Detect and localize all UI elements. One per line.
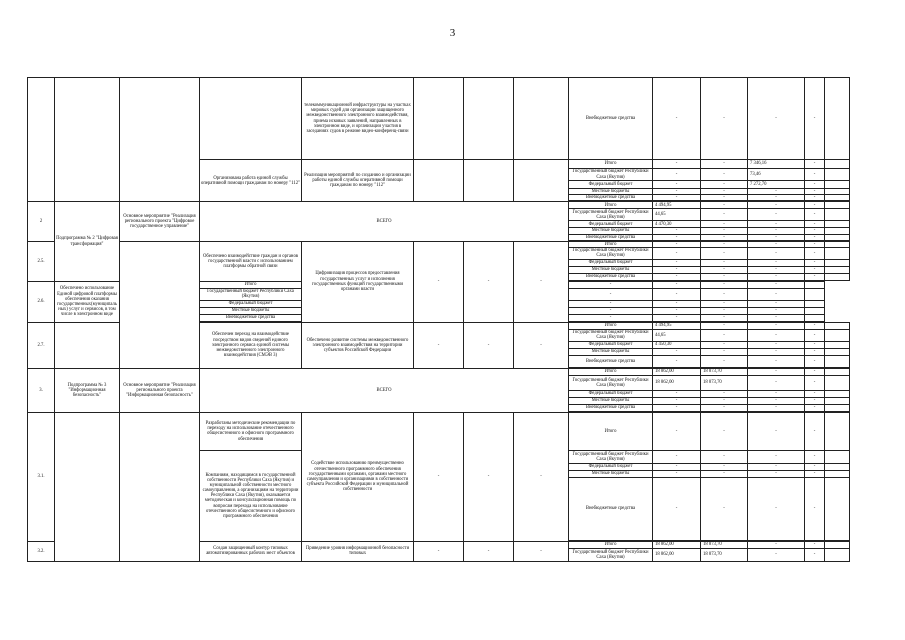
cell-source: Государственный бюджет Республики Саха (Якутия)	[569, 169, 653, 181]
cell-source: Внебюджетные средства	[569, 477, 653, 540]
cell-value: -	[653, 288, 701, 300]
cell-source: Федеральный бюджет	[569, 463, 653, 470]
cell-value: -	[748, 355, 805, 367]
cell-value	[805, 307, 825, 314]
cell-value: 44,65	[653, 209, 701, 221]
cell-value	[825, 450, 850, 463]
cell-total-label: ВСЕГО	[200, 202, 569, 241]
cell-value: -	[748, 412, 805, 450]
cell-value: -	[653, 228, 701, 234]
cell-source: Государственный бюджет Республики Саха (Якутия)	[569, 375, 653, 390]
cell-value	[825, 160, 850, 169]
cell-source: Внебюджетные средства	[200, 314, 302, 321]
cell-value: 18 862,00	[653, 368, 701, 375]
cell-empty	[414, 78, 464, 160]
cell-value: -	[701, 202, 748, 209]
cell-value: -	[464, 241, 514, 322]
cell-value	[825, 247, 850, 259]
cell-value: -	[653, 463, 701, 470]
cell-source: Местные бюджеты	[569, 470, 653, 477]
cell-source: Внебюджетные средства	[569, 273, 653, 280]
cell-value: 4 494,95	[653, 322, 701, 329]
table-row	[28, 78, 850, 160]
cell-value: -	[748, 259, 805, 266]
cell-source: Федеральный бюджет	[569, 341, 653, 348]
cell-value: -	[748, 548, 805, 561]
cell-value: -	[805, 266, 825, 273]
cell-num: 2	[28, 202, 55, 241]
cell-value: -	[805, 470, 825, 477]
cell-value: -	[805, 181, 825, 189]
cell-source: Итого	[569, 368, 653, 375]
cell-event: Организована работа единой службы оперативной помощи гражданам по номеру "112"	[200, 160, 302, 202]
cell-value: -	[701, 300, 748, 307]
cell-value: -	[414, 322, 464, 368]
cell-value: -	[701, 477, 748, 540]
cell-program	[55, 78, 120, 202]
cell-value	[825, 259, 850, 266]
cell-value: -	[805, 259, 825, 266]
cell-value: -	[701, 341, 748, 348]
cell-source: Итого	[569, 160, 653, 169]
cell-value: -	[748, 281, 805, 288]
cell-event: Разработаны методические рекомендации по переходу на использование отечественного общесистемного и офисного программного обеспечения	[200, 412, 302, 450]
cell-value: 7 272,70	[748, 181, 805, 189]
cell-num	[28, 78, 55, 202]
cell-value: -	[805, 341, 825, 348]
cell-value: -	[805, 169, 825, 181]
cell-source: Федеральный бюджет	[569, 259, 653, 266]
cell-value	[825, 78, 850, 160]
cell-value: -	[701, 209, 748, 221]
cell-value	[825, 470, 850, 477]
cell-value: 18 873,70	[701, 541, 748, 548]
cell-value: -	[748, 273, 805, 280]
cell-event: Обеспечено взаимодействие граждан и органов государственной власти с использованием платформы обратной связи	[200, 241, 302, 281]
cell-num: 3.	[28, 368, 55, 412]
cell-value: -	[748, 470, 805, 477]
cell-value: -	[701, 78, 748, 160]
cell-value: -	[653, 397, 701, 404]
cell-event: Обеспечено использование Единой цифровой платформы обеспечения оказания государственных(муниципальных) услуг и сервисов, в том числе в электронном виде	[55, 281, 120, 322]
cell-value: 73,46	[748, 169, 805, 181]
cell-value: -	[653, 470, 701, 477]
cell-value: -	[653, 189, 701, 195]
table-row	[28, 202, 850, 209]
cell-value: -	[701, 241, 748, 247]
cell-value: -	[701, 189, 748, 195]
cell-value	[825, 548, 850, 561]
cell-value: -	[805, 209, 825, 221]
cell-value: -	[805, 477, 825, 540]
cell-value	[825, 181, 850, 189]
cell-value: -	[701, 355, 748, 367]
cell-value: -	[748, 288, 805, 300]
cell-value: -	[805, 397, 825, 404]
cell-main-event	[120, 241, 200, 368]
cell-value: -	[653, 300, 701, 307]
cell-result: телекоммуникационной инфраструктуры на участках мировых судей для организации защищенного межведомственного электронного взаимодействия, приема исковых заявлений, направленных в электронном виде, и организации участия в заседаниях судов в режиме видео-конференц-связи	[302, 78, 414, 160]
cell-value: -	[653, 259, 701, 266]
cell-value: -	[653, 273, 701, 280]
cell-result: Обеспечено развитие системы межведомственного электронного взаимодействия на территории субъектов Российской Федерации	[302, 322, 414, 368]
cell-value: -	[805, 390, 825, 397]
cell-event: Обеспечен переход на взаимодействие посредством видов сведений единого электронного сервиса единой системы межведомственного электронного взаимодействия (СМЭВ 3)	[200, 322, 302, 368]
cell-value	[805, 314, 825, 321]
cell-value: -	[701, 470, 748, 477]
cell-value: -	[805, 548, 825, 561]
cell-value: -	[805, 195, 825, 201]
cell-num: 2.7.	[28, 322, 55, 368]
cell-source: Федеральный бюджет	[569, 221, 653, 228]
cell-value: -	[569, 288, 653, 300]
cell-value: -	[805, 234, 825, 240]
cell-value: -	[653, 169, 701, 181]
cell-value: -	[805, 368, 825, 375]
cell-source: Федеральный бюджет	[569, 390, 653, 397]
cell-num: 3.2.	[28, 541, 55, 561]
cell-source: Местные бюджеты	[569, 189, 653, 195]
cell-source: Местные бюджеты	[569, 397, 653, 404]
cell-value: -	[748, 375, 805, 390]
cell-value: -	[701, 273, 748, 280]
cell-value: -	[701, 404, 748, 411]
cell-value: -	[805, 247, 825, 259]
cell-value: 18 873,70	[701, 375, 748, 390]
cell-value	[825, 477, 850, 540]
cell-value	[805, 281, 825, 288]
cell-value	[825, 221, 850, 228]
cell-value: -	[653, 160, 701, 169]
cell-value: -	[701, 181, 748, 189]
cell-value: -	[653, 307, 701, 314]
cell-value: -	[748, 322, 805, 329]
cell-value: -	[748, 477, 805, 540]
cell-source: Внебюджетные средства	[569, 404, 653, 411]
cell-value: -	[805, 375, 825, 390]
cell-value	[825, 397, 850, 404]
cell-program	[55, 412, 120, 561]
cell-value: -	[514, 241, 569, 322]
cell-source: Итого	[200, 281, 302, 288]
cell-value: 44,65	[653, 329, 701, 341]
cell-value: 4 494,95	[653, 202, 701, 209]
cell-value: -	[464, 412, 514, 541]
table-row	[28, 368, 850, 375]
cell-value	[825, 412, 850, 450]
cell-value: -	[653, 355, 701, 367]
cell-value: -	[805, 241, 825, 247]
cell-value	[825, 169, 850, 181]
cell-value: -	[653, 247, 701, 259]
cell-value: -	[748, 404, 805, 411]
cell-value: 18 862,00	[653, 375, 701, 390]
cell-empty	[514, 160, 569, 202]
cell-source: Внебюджетные средства	[569, 195, 653, 201]
cell-source: Местные бюджеты	[200, 307, 302, 314]
cell-value: -	[701, 314, 748, 321]
cell-value: -	[748, 348, 805, 355]
cell-value: -	[748, 450, 805, 463]
cell-source: Федеральный бюджет	[569, 181, 653, 189]
cell-value: -	[701, 348, 748, 355]
cell-value: -	[653, 266, 701, 273]
cell-value: -	[748, 368, 805, 375]
cell-value: -	[748, 397, 805, 404]
cell-source: Итого	[569, 541, 653, 548]
cell-value	[825, 368, 850, 375]
cell-value: -	[748, 307, 805, 314]
cell-main-event	[120, 78, 200, 202]
cell-value	[825, 348, 850, 355]
cell-value	[825, 209, 850, 221]
cell-value: 18 862,00	[653, 548, 701, 561]
cell-source: Федеральный бюджет	[200, 300, 302, 307]
cell-value: -	[701, 221, 748, 228]
cell-value: -	[701, 228, 748, 234]
cell-value: -	[805, 273, 825, 280]
cell-value: -	[748, 234, 805, 240]
cell-value: -	[748, 189, 805, 195]
cell-value: -	[701, 281, 748, 288]
cell-value: -	[701, 412, 748, 450]
cell-result: Цифровизация процессов предоставления государственных услуг и исполнения государственных функций государственными органами власти	[302, 241, 414, 322]
cell-value: -	[701, 450, 748, 463]
cell-value: -	[748, 247, 805, 259]
cell-empty	[464, 160, 514, 202]
cell-value: -	[701, 307, 748, 314]
cell-value: -	[805, 412, 825, 450]
cell-value: -	[701, 322, 748, 329]
cell-value: -	[701, 288, 748, 300]
cell-value: -	[805, 322, 825, 329]
page-number: 3	[449, 27, 456, 39]
cell-value	[825, 541, 850, 548]
cell-value: -	[805, 463, 825, 470]
cell-value: -	[701, 169, 748, 181]
cell-value: -	[805, 329, 825, 341]
cell-value: -	[653, 234, 701, 240]
cell-value: -	[701, 463, 748, 470]
cell-num: 3.1.	[28, 412, 55, 541]
cell-value: -	[748, 241, 805, 247]
cell-value: -	[653, 450, 701, 463]
cell-value: 7 346,16	[748, 160, 805, 169]
cell-value: -	[701, 160, 748, 169]
cell-value: -	[701, 390, 748, 397]
cell-value	[825, 202, 850, 209]
cell-value: -	[514, 322, 569, 368]
cell-value: -	[805, 348, 825, 355]
cell-value	[825, 266, 850, 273]
cell-value: -	[653, 477, 701, 540]
cell-source: Внебюджетные средства	[569, 78, 653, 160]
cell-value: -	[805, 450, 825, 463]
cell-value: -	[653, 348, 701, 355]
cell-result: Реализация мероприятий по созданию и организации работы единой службы оперативной помощи гражданам по номеру "112"	[302, 160, 414, 202]
cell-value	[825, 404, 850, 411]
cell-empty	[464, 78, 514, 160]
cell-source: Внебюджетные средства	[569, 234, 653, 240]
cell-result: Содействие использованию преимущественно отечественного программного обеспечения государственными органами, органами местного самоуправления и организациями в собственности субъекта Российской Федерации и муниципальной собственности	[302, 412, 414, 541]
cell-value: -	[748, 266, 805, 273]
cell-value: -	[805, 78, 825, 160]
cell-value: -	[569, 300, 653, 307]
cell-program: Подпрограмма № 2 "Цифровая трансформация"	[55, 202, 120, 282]
cell-value: -	[414, 412, 464, 541]
cell-source: Местные бюджеты	[569, 228, 653, 234]
cell-source: Государственный бюджет Республики Саха (Якутия)	[200, 288, 302, 300]
cell-event: Компаниям, находящимся в государственной собственности Республики Саха (Якутия) и муниципальной собственности местного самоуправления, а организациям на территории Республики Саха (Якутия), оказывается методическая и консультационная помощь по вопросам перехода на использование отечественного общесистемного и офисного программного обеспечения	[200, 450, 302, 541]
cell-main-event: Основное мероприятие "Реализация регионального проекта "Цифровое государственное управление"	[120, 202, 200, 241]
cell-source: Местные бюджеты	[569, 348, 653, 355]
cell-value: -	[748, 463, 805, 470]
cell-source: Внебюджетные средства	[569, 355, 653, 367]
cell-value	[825, 375, 850, 390]
cell-value: -	[805, 541, 825, 548]
cell-main-event	[120, 412, 200, 561]
cell-value: -	[653, 281, 701, 288]
cell-value: -	[748, 390, 805, 397]
cell-value: -	[805, 221, 825, 228]
cell-value: -	[748, 195, 805, 201]
cell-value: -	[805, 202, 825, 209]
cell-value: -	[805, 404, 825, 411]
cell-value: -	[653, 390, 701, 397]
cell-source: Итого	[569, 322, 653, 329]
cell-value: -	[653, 412, 701, 450]
cell-value: 18 873,70	[701, 368, 748, 375]
cell-empty	[414, 160, 464, 202]
cell-event: Создан защищенный контур типовых автоматизированных рабочих мест объектов	[200, 541, 302, 561]
cell-value: -	[701, 266, 748, 273]
cell-value	[825, 322, 850, 329]
cell-source: Итого	[569, 241, 653, 247]
cell-value: -	[653, 195, 701, 201]
cell-value	[825, 341, 850, 348]
cell-value: 18 862,00	[653, 541, 701, 548]
cell-value: -	[748, 341, 805, 348]
cell-value: -	[464, 322, 514, 368]
cell-value: -	[653, 78, 701, 160]
cell-value: -	[569, 281, 653, 288]
cell-main-event: Основное мероприятие "Реализация регионального проекта "Информационная безопасность"	[120, 368, 200, 412]
cell-program: Подпрограмма № 3 "Информационная безопасность"	[55, 368, 120, 412]
cell-value: -	[701, 259, 748, 266]
cell-value	[825, 463, 850, 470]
cell-value: -	[748, 228, 805, 234]
cell-value: -	[748, 300, 805, 307]
cell-value: -	[701, 397, 748, 404]
cell-value: -	[805, 355, 825, 367]
cell-value: -	[701, 247, 748, 259]
cell-value: -	[748, 78, 805, 160]
cell-value: 4 470,30	[653, 221, 701, 228]
cell-value: -	[653, 404, 701, 411]
cell-value: 18 873,70	[701, 548, 748, 561]
cell-value: -	[569, 307, 653, 314]
cell-value	[805, 288, 825, 300]
cell-value: -	[748, 541, 805, 548]
cell-value	[825, 329, 850, 341]
cell-source: Итого	[569, 202, 653, 209]
cell-value: -	[748, 314, 805, 321]
cell-value	[805, 300, 825, 307]
cell-value: -	[748, 209, 805, 221]
cell-value: -	[653, 181, 701, 189]
cell-num: 2.6.	[28, 281, 55, 322]
cell-value: -	[805, 189, 825, 195]
cell-event	[200, 78, 302, 160]
budget-table	[27, 77, 850, 562]
cell-program	[55, 322, 120, 368]
cell-value: -	[514, 412, 569, 541]
cell-source: Государственный бюджет Республики Саха (Якутия)	[569, 247, 653, 259]
cell-num: 2.5.	[28, 241, 55, 281]
cell-value: -	[653, 314, 701, 321]
cell-value: -	[414, 241, 464, 322]
cell-empty	[514, 78, 569, 160]
cell-value: 4 450,30	[653, 341, 701, 348]
cell-total-label: ВСЕГО	[200, 368, 569, 412]
cell-value	[825, 273, 850, 280]
cell-source: Государственный бюджет Республики Саха (Якутия)	[569, 450, 653, 463]
cell-source: Итого	[569, 412, 653, 450]
cell-value: -	[701, 234, 748, 240]
cell-value: -	[514, 541, 569, 561]
cell-result: Приведение уровня информационной безопасности типовых	[302, 541, 414, 561]
cell-value: -	[414, 541, 464, 561]
cell-value: -	[701, 329, 748, 341]
cell-value: -	[805, 228, 825, 234]
cell-source: Государственный бюджет Республики Саха (Якутия)	[569, 548, 653, 561]
cell-value	[825, 355, 850, 367]
cell-value: -	[748, 329, 805, 341]
cell-value: -	[653, 241, 701, 247]
cell-value: -	[464, 541, 514, 561]
cell-value	[825, 390, 850, 397]
cell-source: Государственный бюджет Республики Саха (Якутия)	[569, 329, 653, 341]
cell-value: -	[748, 221, 805, 228]
cell-value: -	[805, 160, 825, 169]
cell-value: -	[569, 314, 653, 321]
cell-source: Местные бюджеты	[569, 266, 653, 273]
cell-source: Государственный бюджет Республики Саха (Якутия)	[569, 209, 653, 221]
cell-value: -	[701, 195, 748, 201]
table-row	[28, 412, 850, 450]
cell-value: -	[748, 202, 805, 209]
